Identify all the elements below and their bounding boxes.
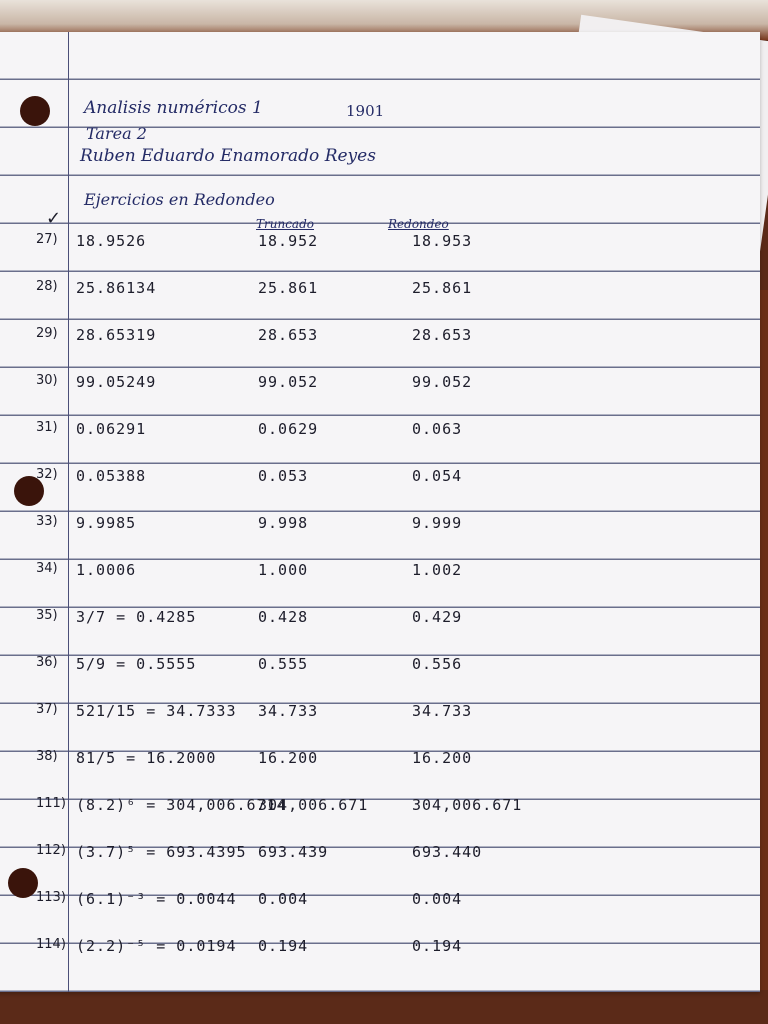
rounded-value: 25.861 — [412, 279, 473, 297]
exercise-value: 99.05249 — [76, 373, 157, 391]
rounded-value: 0.054 — [412, 467, 463, 485]
exercise-value: (2.2)⁻⁵ = 0.0194 — [76, 937, 237, 955]
exercise-value: 81/5 = 16.2000 — [76, 749, 217, 767]
rounded-value: 304,006.671 — [412, 796, 523, 814]
task-title: Tarea 2 — [86, 124, 147, 143]
exercise-number: 35) — [36, 608, 58, 623]
truncated-value: 18.952 — [258, 232, 319, 250]
exercise-number: 114) — [36, 937, 66, 952]
rounded-value: 99.052 — [412, 373, 473, 391]
course-code: 1901 — [346, 102, 385, 120]
exercise-number: 32) — [36, 467, 58, 482]
exercise-value: 1.0006 — [76, 561, 137, 579]
exercise-value: (3.7)⁵ = 693.4395 — [76, 843, 247, 861]
exercise-number: 31) — [36, 420, 58, 435]
exercise-value: 3/7 = 0.4285 — [76, 608, 197, 626]
truncated-value: 34.733 — [258, 702, 319, 720]
margin-line — [68, 32, 69, 992]
exercise-value: 0.05388 — [76, 467, 147, 485]
rounded-value: 0.194 — [412, 937, 463, 955]
truncated-value: 0.555 — [258, 655, 309, 673]
exercise-number: 113) — [36, 890, 66, 905]
student-name: Ruben Eduardo Enamorado Reyes — [80, 146, 376, 166]
truncated-value: 16.200 — [258, 749, 319, 767]
exercise-number: 37) — [36, 702, 58, 717]
column-header-rounded: Redondeo — [388, 217, 449, 231]
check-mark: ✓ — [46, 208, 62, 229]
rounded-value: 34.733 — [412, 702, 473, 720]
exercise-number: 29) — [36, 326, 58, 341]
notebook-page — [0, 32, 760, 992]
punch-hole-top — [20, 96, 50, 126]
exercise-value: (6.1)⁻³ = 0.0044 — [76, 890, 237, 908]
truncated-value: 9.998 — [258, 514, 309, 532]
exercise-value: 18.9526 — [76, 232, 147, 250]
rounded-value: 0.429 — [412, 608, 463, 626]
exercise-value: 5/9 = 0.5555 — [76, 655, 197, 673]
rounded-value: 0.063 — [412, 420, 463, 438]
exercise-number: 112) — [36, 843, 66, 858]
rounded-value: 1.002 — [412, 561, 463, 579]
exercise-number: 28) — [36, 279, 58, 294]
exercise-value: 0.06291 — [76, 420, 147, 438]
truncated-value: 0.194 — [258, 937, 309, 955]
exercise-value: 25.86134 — [76, 279, 157, 297]
exercise-number: 33) — [36, 514, 58, 529]
exercise-value: 9.9985 — [76, 514, 137, 532]
truncated-value: 304,006.671 — [258, 796, 369, 814]
truncated-value: 0.0629 — [258, 420, 319, 438]
section-title: Ejercicios en Redondeo — [84, 190, 275, 209]
truncated-value: 99.052 — [258, 373, 319, 391]
exercise-number: 38) — [36, 749, 58, 764]
exercise-value: 521/15 = 34.7333 — [76, 702, 237, 720]
punch-hole-bottom — [8, 868, 38, 898]
rounded-value: 18.953 — [412, 232, 473, 250]
rounded-value: 0.556 — [412, 655, 463, 673]
rounded-value: 28.653 — [412, 326, 473, 344]
exercise-number: 34) — [36, 561, 58, 576]
truncated-value: 0.004 — [258, 890, 309, 908]
rounded-value: 16.200 — [412, 749, 473, 767]
truncated-value: 0.053 — [258, 467, 309, 485]
truncated-value: 0.428 — [258, 608, 309, 626]
exercise-number: 111) — [36, 796, 66, 811]
column-header-truncated: Truncado — [256, 217, 314, 231]
exercise-number: 30) — [36, 373, 58, 388]
truncated-value: 693.439 — [258, 843, 329, 861]
course-title: Analisis numéricos 1 — [84, 98, 263, 118]
exercise-number: 27) — [36, 232, 58, 247]
rounded-value: 0.004 — [412, 890, 463, 908]
rounded-value: 9.999 — [412, 514, 463, 532]
exercise-value: (8.2)⁶ = 304,006.6714 — [76, 796, 287, 814]
truncated-value: 1.000 — [258, 561, 309, 579]
exercise-number: 36) — [36, 655, 58, 670]
truncated-value: 25.861 — [258, 279, 319, 297]
exercise-value: 28.65319 — [76, 326, 157, 344]
rounded-value: 693.440 — [412, 843, 483, 861]
truncated-value: 28.653 — [258, 326, 319, 344]
